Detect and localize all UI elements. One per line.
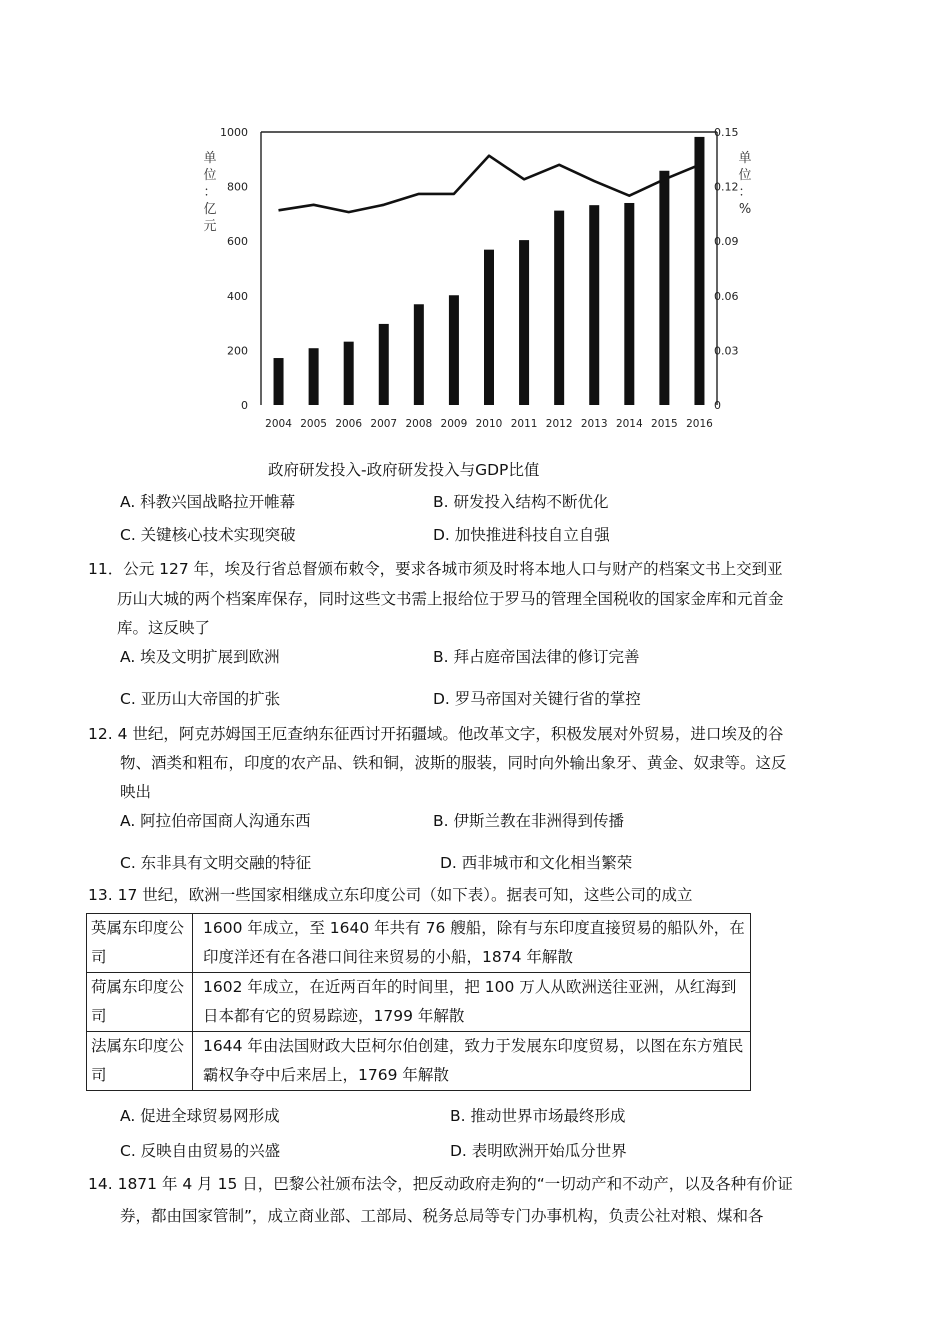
x-tick-label: 2012 (545, 418, 573, 430)
q14-stem-line2: 券，都由国家管制”，成立商业部、工部局、税务总局等专门办事机构，负责公社对粮、煤和各 (120, 1207, 764, 1225)
axis-label-char: 亿 (203, 202, 217, 217)
q10-option-d: D. 加快推进科技自立自强 (433, 526, 610, 544)
q11-stem-line1: 11．公元 127 年，埃及行省总督颁布敕令，要求各城市须及时将本地人口与财产的档案文书上交到亚 (88, 560, 783, 578)
x-tick-label: 2013 (580, 418, 608, 430)
axis-label-char: 位 (738, 168, 752, 183)
x-tick-label: 2007 (370, 418, 398, 430)
table-row (87, 1032, 751, 1091)
bar-2012 (554, 211, 564, 405)
bar-2004 (274, 358, 284, 405)
left-tick-label: 600 (227, 235, 248, 249)
bar-2013 (589, 205, 599, 405)
q13-option-b: B. 推动世界市场最终形成 (450, 1107, 626, 1125)
left-tick-label: 200 (227, 344, 248, 358)
q11-option-c: C. 亚历山大帝国的扩张 (120, 690, 281, 708)
axis-label-char: 单 (738, 151, 752, 166)
bar-2008 (414, 304, 424, 405)
bar-2011 (519, 240, 529, 405)
bar-2016 (694, 137, 704, 405)
q11-option-b: B. 拜占庭帝国法律的修订完善 (433, 648, 640, 666)
axis-label-char: 位 (203, 168, 217, 183)
bar-2006 (344, 342, 354, 405)
q11-stem-line3: 库。这反映了 (117, 619, 211, 637)
x-tick-label: 2011 (510, 418, 538, 430)
axis-label-char: 单 (203, 151, 217, 166)
right-tick-label: 0.15 (714, 126, 739, 139)
right-tick-label: 0.03 (714, 344, 739, 358)
table-cell-name: 英属东印度公司 (87, 914, 193, 973)
x-tick-label: 2005 (300, 418, 327, 430)
q12-stem-line3: 映出 (120, 783, 152, 801)
axis-label-char: ： (738, 185, 752, 200)
chart-caption: 政府研发投入-政府研发投入与GDP比值 (268, 461, 540, 479)
bar-2014 (624, 203, 634, 405)
left-tick-label: 800 (227, 180, 248, 194)
left-axis-label (203, 151, 216, 234)
ratio-series-line (279, 156, 700, 212)
right-tick-label: 0.06 (714, 289, 739, 303)
right-tick-label: 0.09 (714, 235, 739, 249)
bar-2007 (379, 324, 389, 405)
left-tick-label: 0 (241, 399, 248, 412)
q13-option-d: D. 表明欧洲开始瓜分世界 (450, 1142, 627, 1160)
x-tick-label: 2010 (475, 418, 503, 430)
q13-option-a: A. 促进全球贸易网形成 (120, 1107, 280, 1125)
table-row (87, 914, 751, 973)
axis-label-char: ： (203, 185, 217, 200)
q12-option-a: A. 阿拉伯帝国商人沟通东西 (120, 812, 311, 830)
table-cell-desc: 1602 年成立，在近两百年的时间里，把 100 万人从欧洲送往亚洲，从红海到日本都有它的贸易踪迹，1799 年解散 (193, 973, 751, 1032)
left-tick-label: 1000 (220, 126, 248, 139)
x-tick-label: 2016 (686, 418, 713, 430)
bar-2010 (484, 250, 494, 405)
x-tick-label: 2009 (440, 418, 468, 430)
table-row (87, 973, 751, 1032)
q13-stem: 13. 17 世纪，欧洲一些国家相继成立东印度公司（如下表）。据表可知，这些公司的成立 (88, 886, 693, 904)
q12-stem-line2: 物、酒类和粗布，印度的农产品、铁和铜，波斯的服装，同时向外输出象牙、黄金、奴隶等。这反 (120, 754, 787, 772)
x-tick-label: 2014 (615, 418, 643, 430)
x-tick-label: 2015 (651, 418, 678, 430)
q14-stem-line1: 14. 1871 年 4 月 15 日，巴黎公社颁布法令，把反动政府走狗的“一切动产和不动产，以及各种有价证 (88, 1175, 793, 1193)
left-tick-label: 400 (227, 289, 248, 303)
bar-2015 (659, 171, 669, 405)
table-cell-name: 荷属东印度公司 (87, 973, 193, 1032)
table-cell-name: 法属东印度公司 (87, 1032, 193, 1091)
q10-option-a: A. 科教兴国战略拉开帷幕 (120, 493, 296, 511)
q10-option-c: C. 关键核心技术实现突破 (120, 526, 296, 544)
company-table (86, 913, 751, 1091)
x-tick-label: 2008 (405, 418, 433, 430)
table-cell-desc: 1644 年由法国财政大臣柯尔伯创建，致力于发展东印度贸易，以图在东方殖民霸权争夺中后来居上，1769 年解散 (193, 1032, 751, 1091)
q12-option-c: C. 东非具有文明交融的特征 (120, 854, 312, 872)
x-tick-label: 2006 (335, 418, 363, 430)
x-tick-label: 2004 (265, 418, 292, 430)
right-tick-label: 0.12 (714, 180, 739, 194)
right-tick-label: 0 (714, 399, 721, 412)
right-axis-label (738, 151, 751, 217)
bar-2009 (449, 295, 459, 405)
q11-option-a: A. 埃及文明扩展到欧洲 (120, 648, 280, 666)
q11-option-d: D. 罗马帝国对关键行省的掌控 (433, 690, 641, 708)
q12-option-b: B. 伊斯兰教在非洲得到传播 (433, 812, 624, 830)
q11-stem-line2: 历山大城的两个档案库保存，同时这些文书需上报给位于罗马的管理全国税收的国家金库和元首金 (117, 590, 784, 608)
q12-stem-line1: 12. 4 世纪，阿克苏姆国王厄查纳东征西讨开拓疆域。他改革文字，积极发展对外贸易，进口埃及的谷 (88, 725, 784, 743)
q10-option-b: B. 研发投入结构不断优化 (433, 493, 609, 511)
chart (200, 110, 760, 445)
q13-option-c: C. 反映自由贸易的兴盛 (120, 1142, 281, 1160)
q12-option-d: D. 西非城市和文化相当繁荣 (440, 854, 633, 872)
table-cell-desc: 1600 年成立，至 1640 年共有 76 艘船，除有与东印度直接贸易的船队外，在印度洋还有在各港口间往来贸易的小船，1874 年解散 (193, 914, 751, 973)
axis-label-char: 元 (203, 219, 217, 234)
bar-2005 (309, 348, 319, 405)
axis-label-char: % (738, 202, 752, 217)
